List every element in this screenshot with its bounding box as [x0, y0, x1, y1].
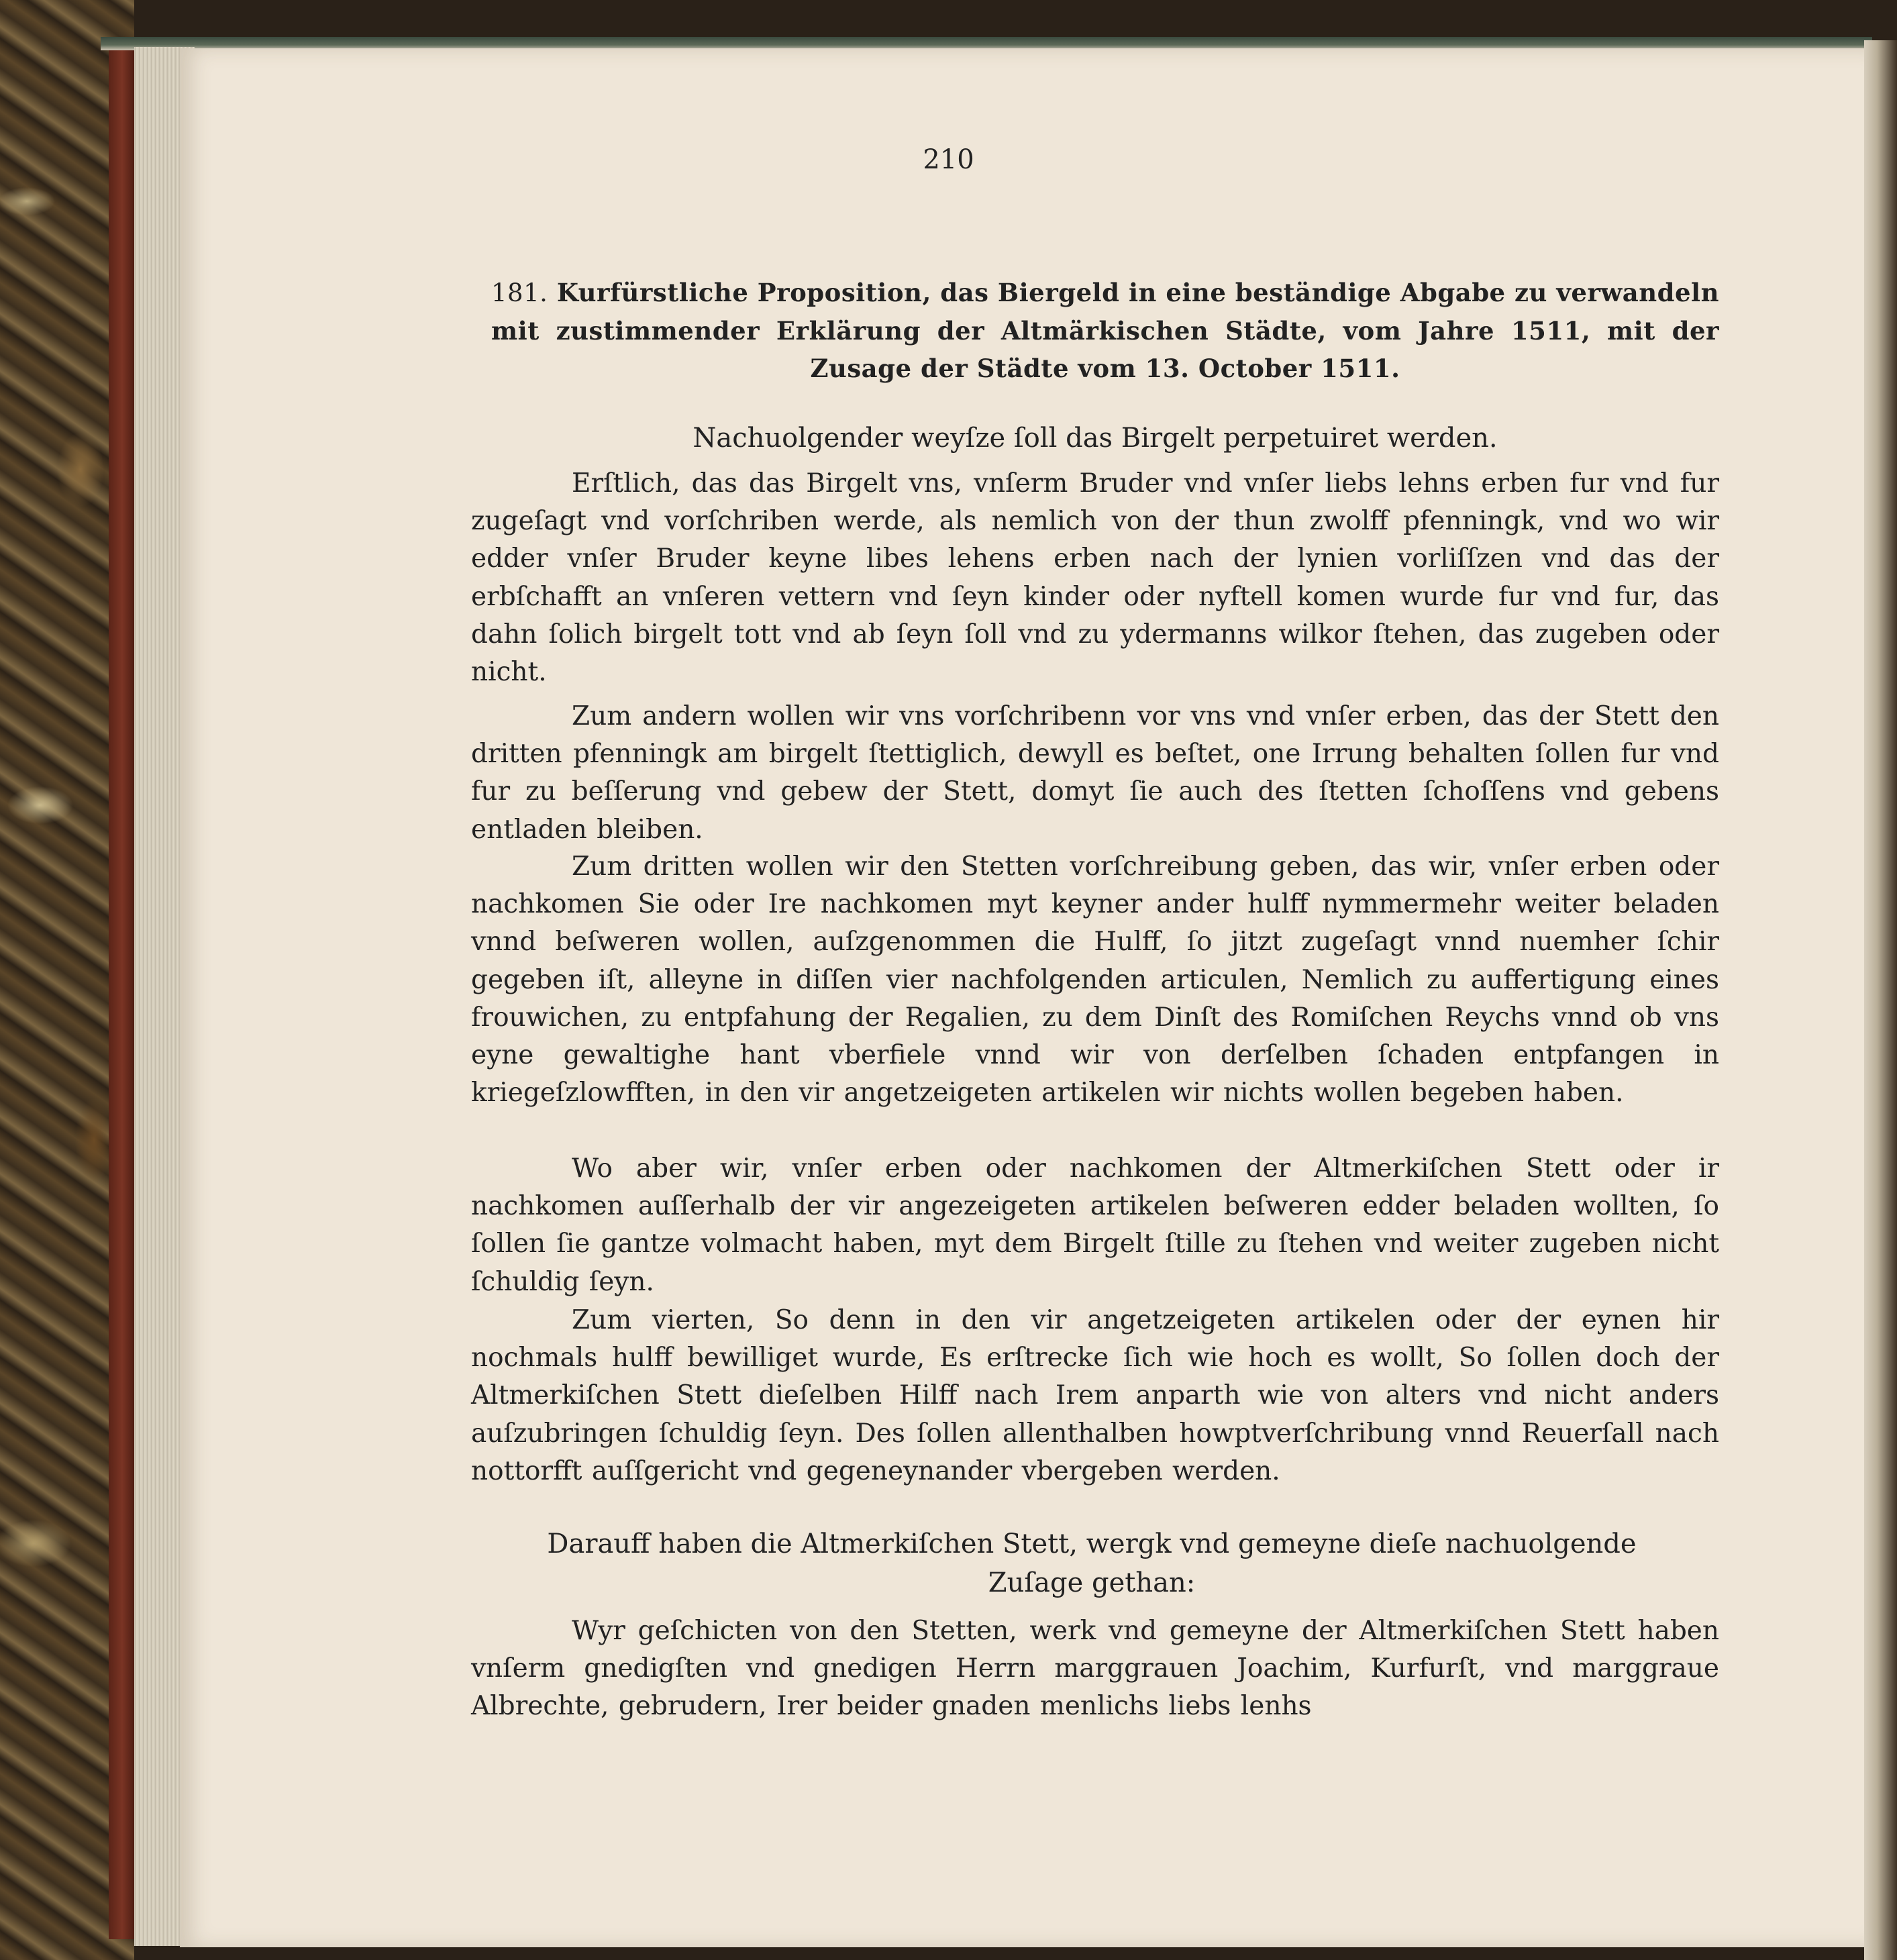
paragraph-4: Wo aber wir, vnſer erben oder nachkomen der Altmerkiſchen Stett oder ir nachkomen auſſerhalb der vir angezeigeten artikelen beſweren edder beladen wollten, ſo ſollen ſie gantze volmacht haben, myt dem Birgelt ſtille zu ſtehen vnd weiter zugeben nicht ſchuldig ſeyn.	[471, 1153, 1719, 1297]
closing-heading: Darauff haben die Altmerkiſchen Stett, wergk vnd gemeyne dieſe nachuolgende Zuſage gethan:	[547, 1529, 1637, 1598]
heading-number: 181.	[491, 278, 548, 307]
paragraph-1: Erſtlich, das das Birgelt vns, vnſerm Bruder vnd vnſer liebs lehns erben fur vnd fur zugeſagt vnd vorſchriben werde, als nemlich von der thun zwolff pfenningk, vnd wo wir edder vnſer Bruder keyne libes lehens erben nach der lynien vorliſſzen vnd das der erbſchafft an vnſeren vettern vnd ſeyn kinder oder nyftell komen wurde fur vnd fur, das dahn ſolich birgelt tott vnd ab ſeyn ſoll vnd zu ydermanns wilkor ſtehen, das zugeben oder nicht.	[471, 468, 1719, 688]
subheading: Nachuolgender weyſze ſoll das Birgelt perpetuiret werden.	[693, 423, 1498, 454]
paragraph-3: Zum dritten wollen wir den Stetten vorſchreibung geben, das wir, vnſer erben oder nachkomen Sie oder Ire nachkomen myt keyner ander hulff nymmermehr weiter beladen vnnd beſweren wollen, auſzgenommen die Hulff, ſo jitzt zugeſagt vnnd nuemher ſchir gegeben iſt, alleyne in diſſen vier nachfolgenden articulen, Nemlich zu auffertigung eines frouwichen, zu entpfahung der Regalien, zu dem Dinſt des Romiſchen Reychs vnnd ob vns eyne gewaltighe hant vberfiele vnnd wir von derſelben ſchaden entpfangen in kriegeſzlowfften, in den vir angetzeigeten artikelen wir nichts wollen begeben haben.	[471, 852, 1719, 1108]
paragraph-2: Zum andern wollen wir vns vorſchribenn vor vns vnd vnſer erben, das der Stett den dritten pfenningk am birgelt ſtettiglich, dewyll es beſtet, one Irrung behalten ſollen fur vnd fur zu beſſerung vnd gebew der Stett, domyt ſie auch des ſtetten ſchoſſens vnd gebens entladen bleiben.	[471, 701, 1719, 845]
paragraph-5: Zum vierten, So denn in den vir angetzeigeten artikelen oder der eynen hir nochmals hulff bewilliget wurde, Es erſtrecke ſich wie hoch es wollt, So ſollen doch der Altmerkiſchen Stett dieſelben Hilff nach Irem anparth wie von alters vnd nicht anders auſzubringen ſchuldig ſeyn. Des ſollen allenthalben howptverſchribung vnnd Reuerſall nach nottorfft auſſgericht vnd gegeneynander vbergeben werden.	[471, 1305, 1719, 1486]
book-spine	[109, 47, 136, 1939]
page-right-edge	[1864, 40, 1897, 1960]
final-paragraph: Wyr geſchicten von den Stetten, werk vnd gemeyne der Altmerkiſchen Stett haben vnſerm gnedigſten vnd gnedigen Herrn marggrauen Joachim, Kurfurſt, vnd marggraue Albrechte, gebrudern, Irer beider gnaden menlichs liebs lenhs	[471, 1616, 1719, 1722]
document-heading	[491, 274, 1719, 387]
page-number: 210	[923, 144, 974, 175]
heading-text: Kurfürstliche Proposition, das Biergeld in eine beständige Abgabe zu verwandeln mit zustimmender Erklärung der Altmärkischen Städte, vom Jahre 1511, mit der Zusage der Städte vom 13. October 1511.	[491, 278, 1719, 383]
